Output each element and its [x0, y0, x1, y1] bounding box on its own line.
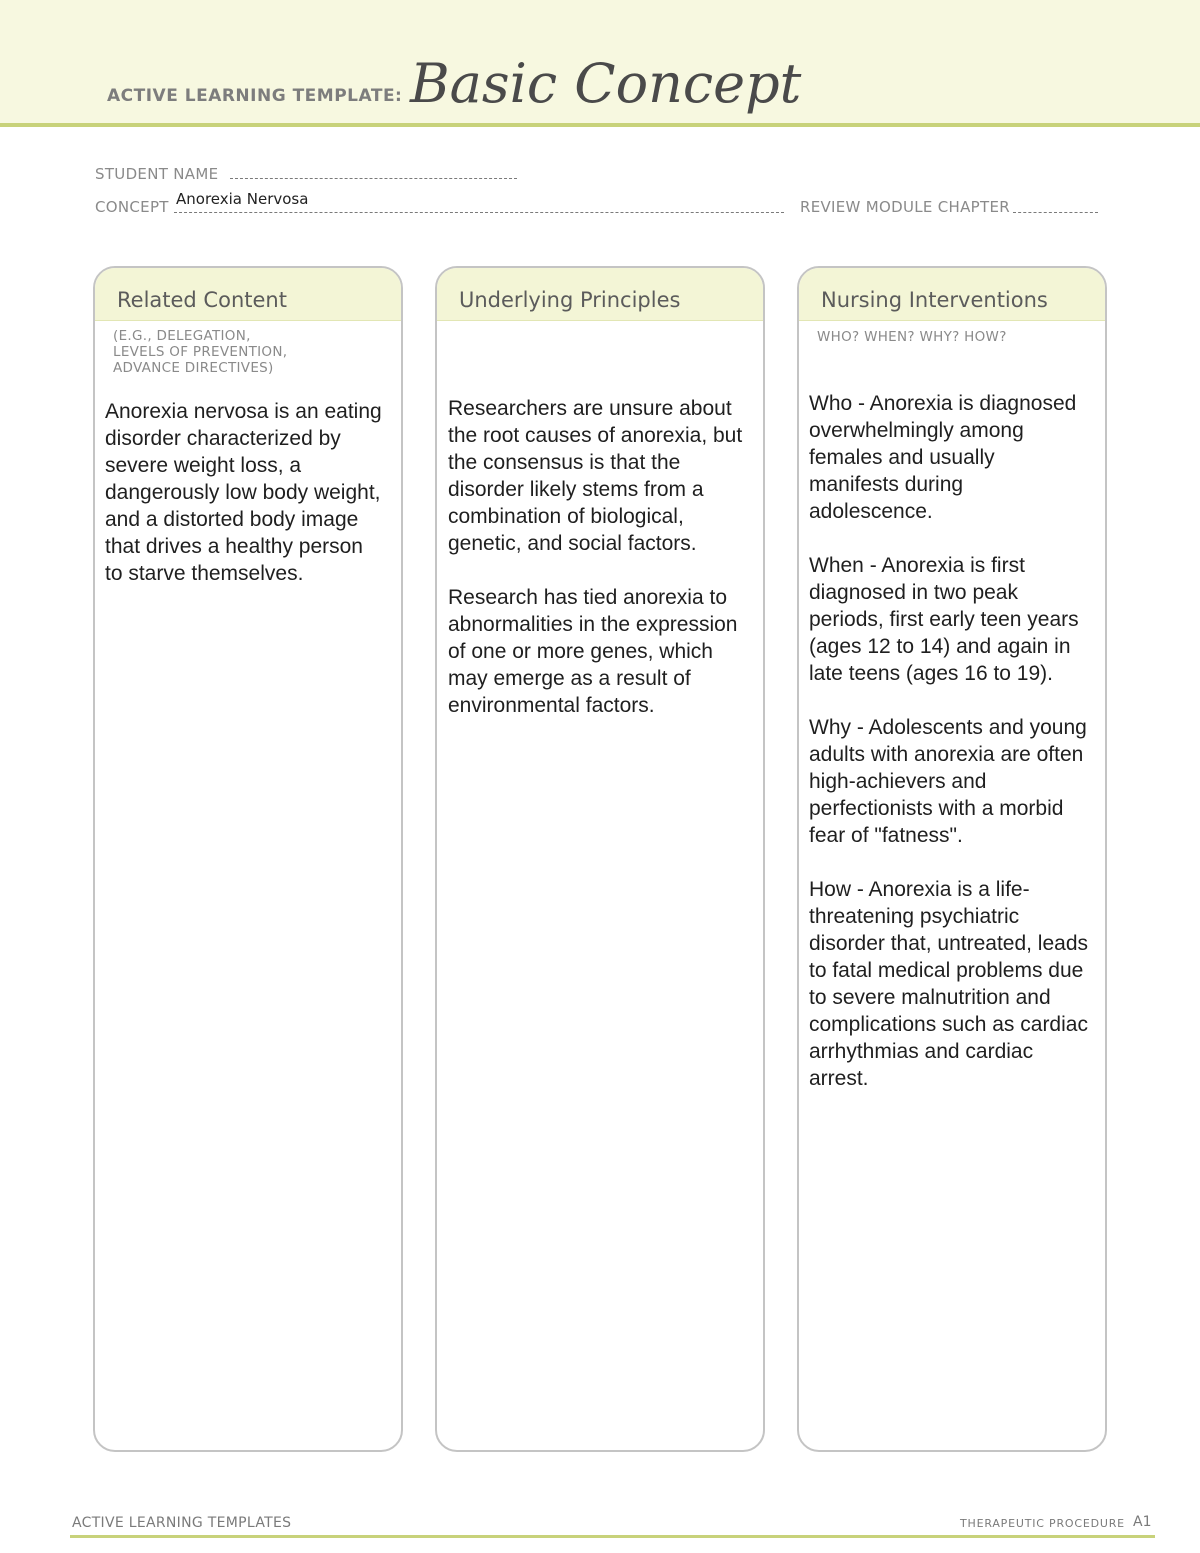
nursing-interventions-card [797, 266, 1107, 1452]
concept-label: CONCEPT [95, 198, 169, 216]
nursing-interventions-body[interactable] [809, 390, 1089, 1092]
underlying-principles-card [435, 266, 765, 1452]
footer-right-label: THERAPEUTIC PROCEDURE [960, 1517, 1125, 1530]
nursing-interventions-subtitle: WHO? WHEN? WHY? HOW? [817, 329, 1007, 345]
footer-rule [70, 1535, 1155, 1538]
body-paragraph: When - Anorexia is first diagnosed in two peak periods, first early teen years (ages 12 to 14) and again in late teens (ages 16 to 19). [809, 554, 1079, 685]
underlying-principles-title: Underlying Principles [459, 288, 681, 312]
review-module-field[interactable] [1013, 212, 1098, 213]
related-content-subtitle [113, 328, 401, 376]
student-name-field[interactable] [230, 178, 517, 179]
footer-left-label: ACTIVE LEARNING TEMPLATES [72, 1515, 292, 1531]
underlying-principles-header [437, 268, 763, 321]
concept-value: Anorexia Nervosa [176, 190, 309, 208]
underlying-principles-body[interactable] [448, 395, 747, 719]
page-title: Basic Concept [410, 52, 802, 115]
nursing-interventions-header [799, 268, 1105, 321]
body-paragraph: How - Anorexia is a life-threatening psychiatric disorder that, untreated, leads to fatal medical problems due to severe malnutrition and complications such as cardiac arrhythmias and cardiac arrest. [809, 878, 1089, 1090]
related-content-title: Related Content [117, 288, 287, 312]
subtitle-line: LEVELS OF PREVENTION, [113, 344, 288, 360]
related-content-header [95, 268, 401, 321]
related-content-card [93, 266, 403, 1452]
body-paragraph: Researchers are unsure about the root causes of anorexia, but the consensus is that the disorder likely stems from a combination of biological, genetic, and social factors. [448, 397, 743, 555]
related-content-body[interactable] [105, 398, 385, 587]
body-paragraph: Research has tied anorexia to abnormalities in the expression of one or more genes, which may emerge as a result of environmental factors. [448, 586, 738, 717]
template-label: ACTIVE LEARNING TEMPLATE: [107, 86, 403, 106]
student-name-label: STUDENT NAME [95, 165, 219, 183]
review-module-label: REVIEW MODULE CHAPTER [800, 198, 1010, 216]
page-number: A1 [1133, 1514, 1152, 1530]
subtitle-line: ADVANCE DIRECTIVES) [113, 360, 274, 376]
subtitle-line: (E.G., DELEGATION, [113, 328, 251, 344]
concept-field[interactable] [174, 212, 784, 213]
body-paragraph: Anorexia nervosa is an eating disorder characterized by severe weight loss, a dangerously low body weight, and a distorted body image that drives a healthy person to starve themselves. [105, 400, 382, 585]
nursing-interventions-title: Nursing Interventions [821, 288, 1048, 312]
body-paragraph: Why - Adolescents and young adults with anorexia are often high-achievers and perfectionists with a morbid fear of "fatness". [809, 716, 1087, 847]
body-paragraph: Who - Anorexia is diagnosed overwhelmingly among females and usually manifests during adolescence. [809, 392, 1077, 523]
header-rule [0, 123, 1200, 127]
